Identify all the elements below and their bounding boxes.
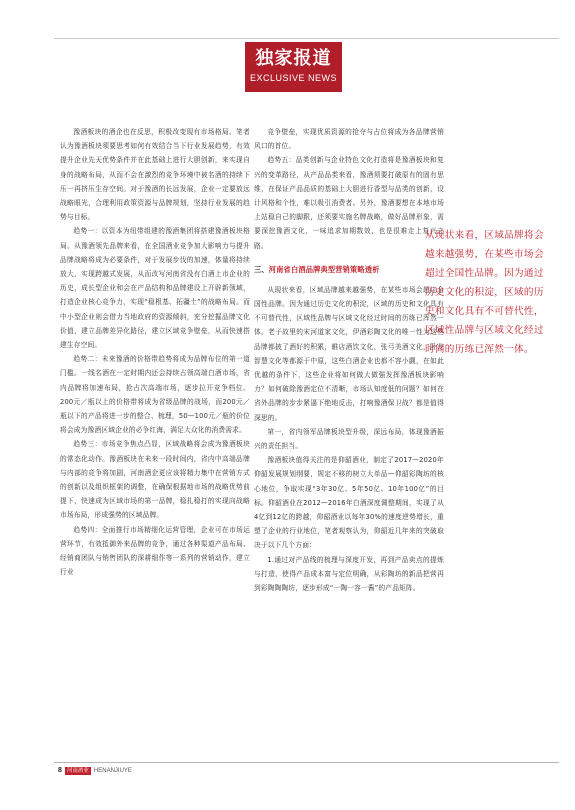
section-number: 三、 xyxy=(254,264,269,274)
body-paragraph: 竞争壁垒，实现优质资源的抢夺与占位将成为各品牌营销风口的首位。 xyxy=(254,128,444,151)
page-footer xyxy=(58,766,132,776)
header-rule xyxy=(54,38,559,39)
magazine-name: 河南酒业 xyxy=(66,768,89,774)
section-badge xyxy=(245,42,342,92)
body-paragraph: 第一，省内领军品牌板块型升级，深远布局，体现豫酒振兴的责任担当。 xyxy=(254,427,444,451)
middle-column xyxy=(254,125,444,595)
magazine-pinyin: HENANJIUYE xyxy=(93,768,132,774)
body-paragraph: 趋势四：全面推行市场精细化运营管理，企业可在市场运营环节，有效抵御外来品牌的竞争，通过各种渠道产品布局、经销商团队与销售团队的深耕细作等一系列的营销动作，建立行业 xyxy=(60,525,250,577)
body-paragraph: 趋势三：市场竞争焦点凸显，区域战略将会成为豫酒板块的常态化动作。豫酒板块在未来一段时间内，省内中高端品牌与内部的竞争将加剧，河南酒企更应该将精力集中在营销方式的创新以及组织框架的调整，在确保根据地市场的战略优势前提下，快速成为区域市场的第一品牌，稳扎稳打的实现向战略市场布局，形成强势的区域品牌。 xyxy=(60,440,250,520)
body-paragraph: 1.通过对产品线的梳理与深度开发，再到产品卖点的提炼与打造，使得产品成本富与定位明确，从彩陶坊的新品把营再到彩陶陶陶坊，逐步形成“一陶一容一酱”的产品矩阵。 xyxy=(254,555,444,593)
section-heading xyxy=(254,263,444,277)
pull-quote: 从现状来看，区域品牌将会越来越强势，在某些市场会超过全国性品牌。因为通过历史文化的积淀，区域的历史和文化具有不可替代性，区域性品牌与区域文化经过时间的历练已浑然一体。 xyxy=(425,230,544,355)
body-paragraph: 趋势一：以资本为纽带组建的豫酒集团将搭建豫酒板块格局。从豫酒领先品牌来看，在全国酒业竞争加大影响力与提升品牌战略将成为必要条件，对于发展步伐的加速，体量将持续放大，实现跨越式发展，从而改写河南省没有白酒上市企业的历史，成长型企业和会在产品结构和品牌建设上开辟新领域，打造企业核心竞争力，实现“稳根基、拓疆土”的战略布局。而中小型企业则会借力当地政府的资源倾斜，充分挖掘品牌文化价值，建立品牌差异化路径，建立区域竞争壁垒，从而快速搭建生存空间。 xyxy=(60,227,250,350)
page-number: 8 xyxy=(58,767,62,774)
body-paragraph: 豫酒板块的酒企也在反思，积极改变现有市场格局。笔者认为豫酒板块须要思考如何有效结合当下行业发展趋势，有效提升企业先天优势条件并在此基础上进行大胆创新，来实现自身的战略布局，从而不会在激烈的竞争环境中被名酒的持续下压一再挤压生存空间。对于豫酒的长远发展，企业一定要放远战略眼光，合理利用政策资源与品牌规划，坚持行业发展的趋势与目标。 xyxy=(60,128,250,222)
section-title: 河南省白酒品牌典型营销策略透析 xyxy=(268,264,380,274)
body-paragraph: 趋势二：未来豫酒的价格带趋势将成为品牌布位的第一道门槛。一线名酒在一定时期内还会持续占领高端白酒市场，省内品牌将加速布局，抢占次高端市场，逐步拉开竞争档位。200元／瓶以上的价格带将成为省级品牌的战场，而200元／瓶以下的产品将进一步的整合、梳理，50—100元／瓶的价位将会成为豫酒区域企业的必争红海，满足大众化的消费需求。 xyxy=(60,355,250,435)
body-paragraph: 趋势五：品类创新与企业特色文化打造将是豫酒板块和复兴的变革路径，从产品品类来看，豫酒须要打破原有的固有思维，在保证产品品质的基础上大胆进行香型与品类的创新，设计风格和个性，难以吸引消费者。另外，豫酒要想在本地市场上站稳自己的脚跟，还须要实施名牌战略，做好品牌形象，需要深挖豫酒文化，一味追求加期数效，也是很难走上复兴之路。 xyxy=(254,156,444,250)
badge-title: 独家报道 xyxy=(255,48,332,69)
badge-subtitle: EXCLUSIVE NEWS xyxy=(249,73,338,83)
left-column xyxy=(60,125,250,580)
footer-rule xyxy=(54,762,559,763)
body-paragraph: 豫酒板块值得关注的是仰韶酒业，制定了2017—2020年仰韶发展规划纲要，规定不移的树立大单品—仰韶彩陶坊的核心地位，争取实现“3年30亿、5年50亿、10年100亿”的目标。仰韶酒业在2012—2016年白酒深度调整期间，实现了从4亿到12亿的跨越，仰韶酒业以每年30%的速度逆势增长，重塑了企业的行业地位，笔者观察认为，仰韶近几年来的突破取决于以下几个方面： xyxy=(254,456,444,550)
body-paragraph: 从现状来看，区域品牌越来越强势，在某些市场会超过全国性品牌。因为通过历史文化的积淀，区域的历史和文化具有不可替代性，区域性品牌与区域文化经过时间的历练已浑然一体。老子故里的宋河道家文化，伊酒彩陶文化的唯一性为这些品牌都披了酒好的积累，睢店酒饮文化，张弓美酒文化，卧龙智慧文化等都源于中原，这些白酒企业也都不容小觑，在如此优越的条件下，这些企业将如何做大做强发挥豫酒板块影响力？如何破除豫酒定位不清晰，市场认知度低的问题？如何在省外品牌的步步紧逼下绝地反击，打响豫酒保卫战？都是值得深思的。 xyxy=(254,285,444,422)
